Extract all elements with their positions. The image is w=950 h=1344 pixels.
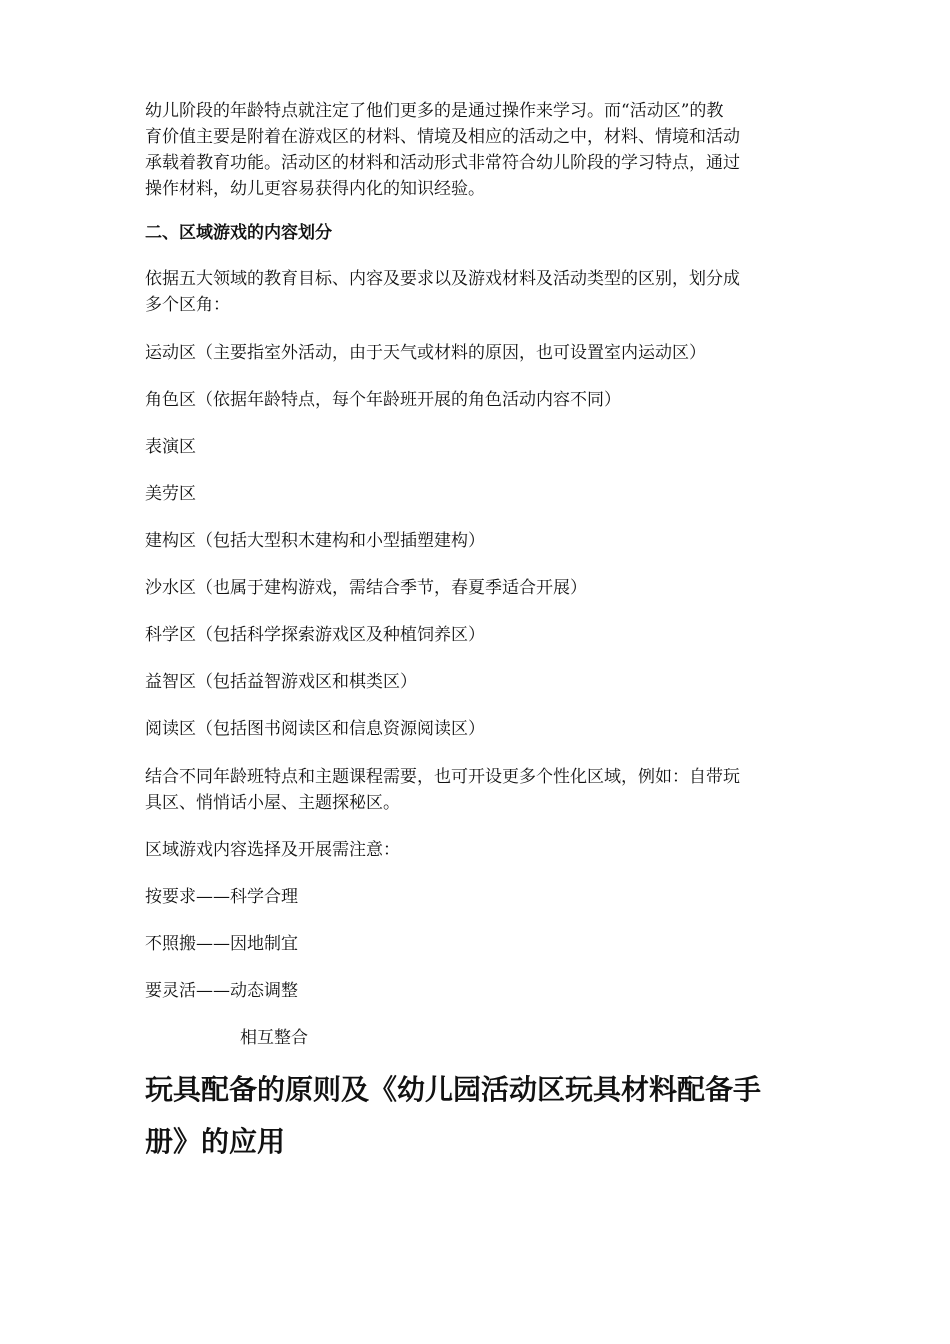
- area-item: 科学区（包括科学探索游戏区及种植饲养区）: [145, 625, 485, 645]
- section-intro-line: 多个区角：: [145, 295, 230, 315]
- notice-item: 不照搬——因地制宜: [145, 934, 298, 954]
- section-intro-line: 依据五大领域的教育目标、内容及要求以及游戏材料及活动类型的区别，划分成: [145, 269, 740, 289]
- notice-title: 区域游戏内容选择及开展需注意：: [145, 840, 400, 860]
- intro-paragraph: [145, 98, 810, 202]
- intro-line: 操作材料，幼儿更容易获得内化的知识经验。: [145, 179, 485, 199]
- main-heading-line: 玩具配备的原则及《幼儿园活动区玩具材料配备手: [145, 1073, 762, 1106]
- main-heading-line: 册》的应用: [145, 1125, 286, 1158]
- notice-item: 按要求——科学合理: [145, 887, 298, 907]
- intro-line: 幼儿阶段的年龄特点就注定了他们更多的是通过操作来学习。而“活动区”的教: [145, 101, 724, 121]
- section-heading: 二、区域游戏的内容划分: [145, 223, 332, 243]
- area-item: 沙水区（也属于建构游戏，需结合季节，春夏季适合开展）: [145, 578, 587, 598]
- area-item: 表演区: [145, 437, 196, 457]
- area-item: 阅读区（包括图书阅读区和信息资源阅读区）: [145, 719, 485, 739]
- intro-line: 承载着教育功能。活动区的材料和活动形式非常符合幼儿阶段的学习特点，通过: [145, 153, 740, 173]
- area-item: 美劳区: [145, 484, 196, 504]
- area-item: 益智区（包括益智游戏区和棋类区）: [145, 672, 417, 692]
- extra-areas-line: 具区、悄悄话小屋、主题探秘区。: [145, 793, 400, 813]
- section-intro-paragraph: [145, 266, 810, 318]
- extra-areas-line: 结合不同年龄班特点和主题课程需要，也可开设更多个性化区域，例如：自带玩: [145, 767, 740, 787]
- notice-item-indented: 相互整合: [240, 1028, 308, 1048]
- main-heading: [145, 1064, 825, 1168]
- area-item: 角色区（依据年龄特点，每个年龄班开展的角色活动内容不同）: [145, 390, 621, 410]
- notice-item: 要灵活——动态调整: [145, 981, 298, 1001]
- intro-line: 育价值主要是附着在游戏区的材料、情境及相应的活动之中，材料、情境和活动: [145, 127, 740, 147]
- extra-areas-paragraph: [145, 764, 810, 816]
- area-item: 建构区（包括大型积木建构和小型插塑建构）: [145, 531, 485, 551]
- area-item: 运动区（主要指室外活动，由于天气或材料的原因，也可设置室内运动区）: [145, 343, 706, 363]
